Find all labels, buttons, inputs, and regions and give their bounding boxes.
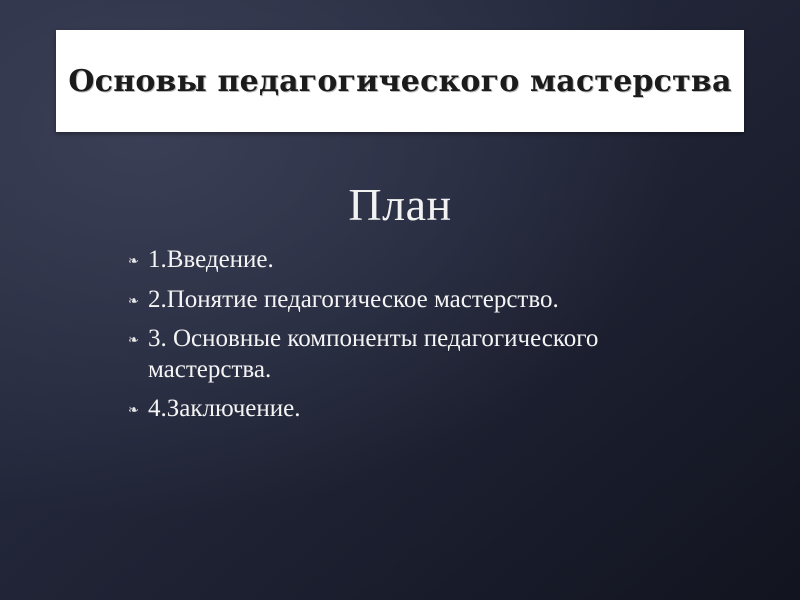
slide-subtitle: План xyxy=(348,179,452,230)
list-item xyxy=(128,285,658,316)
slide-title-bar xyxy=(56,30,744,132)
list-item xyxy=(128,324,658,385)
bullet-marker-icon: ❧ xyxy=(128,332,139,347)
bullet-marker-icon: ❧ xyxy=(128,402,139,417)
bullet-marker-icon: ❧ xyxy=(128,292,139,308)
slide-body xyxy=(0,150,800,434)
bullet-list xyxy=(128,245,658,425)
list-item-label: 3. Основные компоненты педагогического мастерства. xyxy=(148,325,599,383)
list-item-label: 2.Понятие педагогическое мастерство. xyxy=(148,285,559,313)
slide-title: Основы педагогического мастерства xyxy=(68,63,732,99)
list-item-label: 1.Введение. xyxy=(148,246,274,273)
bullet-marker-icon: ❧ xyxy=(128,253,139,268)
list-item xyxy=(128,245,658,276)
list-item-label: 4.Заключение. xyxy=(148,395,301,422)
list-item xyxy=(128,394,658,425)
